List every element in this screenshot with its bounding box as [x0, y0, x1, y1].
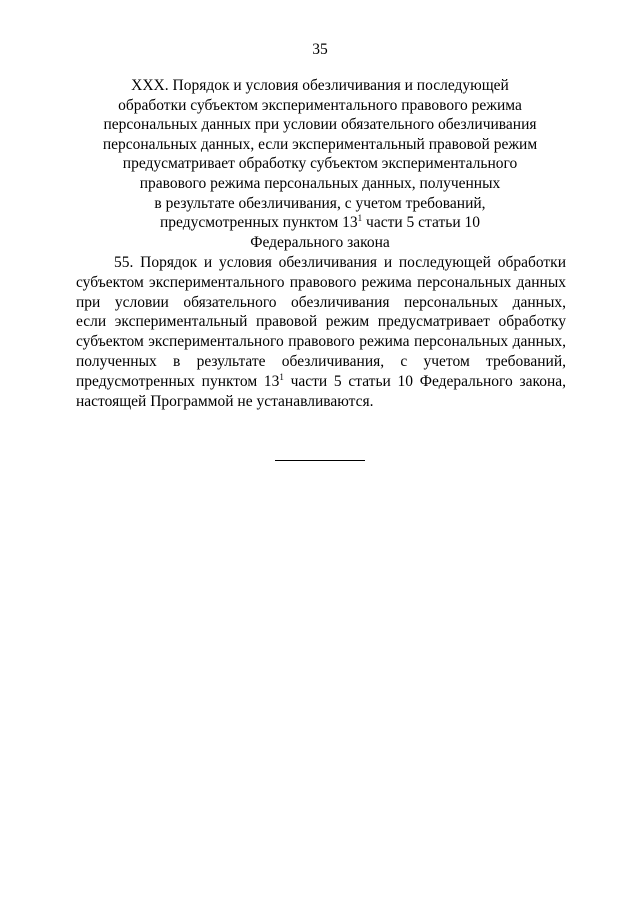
paragraph-line: при условии обязательного обезличивания персональных данных,: [76, 293, 566, 311]
section-title-line: обработки субъектом экспериментального правового режима: [118, 96, 522, 114]
section-title-line: персональных данных при условии обязательного обезличивания: [103, 116, 537, 134]
paragraph-line: если экспериментальный правовой режим предусматривает обработку: [76, 313, 566, 331]
section-title-line: предусматривает обработку субъектом экспериментального: [122, 155, 518, 173]
footnote-superscript: 1: [357, 213, 363, 224]
section-title-line: [80, 213, 560, 233]
section-title-line: персональных данных, если экспериментальный правовой режим: [102, 135, 538, 153]
section-title-line: правового режима персональных данных, полученных: [139, 174, 501, 192]
section-title-line: в результате обезличивания, с учетом требований,: [154, 194, 486, 212]
footnote-superscript: 1: [279, 371, 284, 382]
paragraph-line: субъектом экспериментального правового режима персональных данных,: [76, 333, 566, 351]
paragraph-line: полученных в результате обезличивания, с учетом требований,: [76, 352, 566, 370]
section-title-text: части 5 статьи 10: [362, 214, 481, 232]
end-rule-divider: [275, 460, 365, 461]
paragraph-line: 55. Порядок и условия обезличивания и последующей обработки: [114, 254, 566, 271]
section-title-text: предусмотренных пунктом 13: [159, 214, 358, 232]
paragraph-text: предусмотренных пунктом 13: [76, 372, 280, 390]
paragraph-line: субъектом экспериментального правового режима персональных данных: [76, 273, 566, 291]
section-title: [80, 76, 560, 252]
page-number: 35: [312, 41, 328, 58]
paragraph-55: [76, 253, 566, 411]
paragraph-line: настоящей Программой не устанавливаются.: [76, 392, 374, 410]
paragraph-text: части 5 статьи 10 Федерального закона,: [283, 372, 567, 390]
section-title-line: XXX. Порядок и условия обезличивания и последующей: [131, 77, 509, 94]
paragraph-line: [76, 372, 566, 392]
section-title-line: Федерального закона: [250, 233, 390, 251]
